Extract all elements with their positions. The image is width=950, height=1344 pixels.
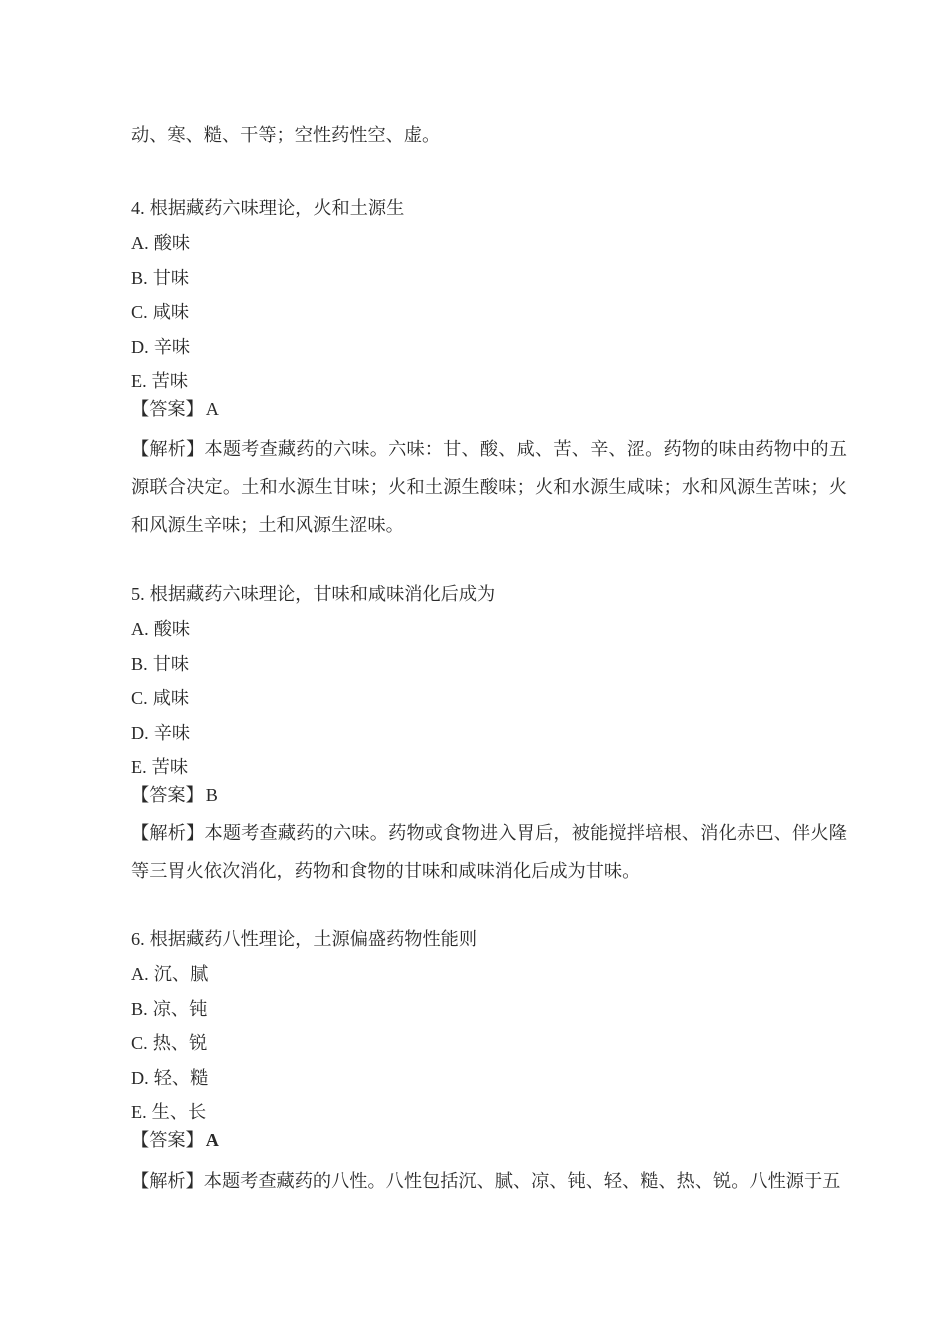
option-text: 凉、钝 (152, 998, 208, 1019)
option-a (131, 612, 847, 647)
question-text: 根据藏药六味理论，甘味和咸味消化后成为 (149, 584, 496, 604)
option-key: C. (131, 1033, 148, 1053)
option-key: C. (131, 302, 148, 322)
option-key: B. (131, 998, 148, 1019)
question-stem (131, 575, 847, 613)
question-number: 6. (131, 929, 145, 949)
option-key: E. (131, 371, 147, 391)
answer-label: 【答案】 (131, 399, 204, 419)
option-b (131, 647, 847, 682)
answer-line (131, 1123, 847, 1158)
intro-continuation-line: 动、寒、糙、干等；空性药性空、虚。 (131, 125, 441, 145)
option-b (131, 992, 847, 1027)
option-text: 辛味 (153, 336, 191, 357)
analysis-text: 本题考查藏药的八性。八性包括沉、腻、凉、钝、轻、糙、热、锐。八性源于五 (203, 1171, 841, 1191)
option-a (131, 226, 847, 261)
option-text: 辛味 (153, 722, 191, 743)
question-number: 5. (131, 584, 145, 604)
option-key: D. (131, 1067, 149, 1088)
analysis-text: 本题考查藏药的六味。药物或食物进入胃后，被能搅拌培根、消化赤巴、伴火隆等三胃火依次消化，药物和食物的甘味和咸味消化后成为甘味。 (131, 823, 847, 881)
question-stem (131, 189, 847, 227)
question-number: 4. (131, 198, 145, 218)
option-text: 酸味 (153, 233, 191, 253)
option-text: 苦味 (151, 371, 189, 391)
answer-value: B (205, 785, 218, 805)
answer-line (131, 778, 847, 813)
answer-value: A (205, 399, 219, 419)
answer-line (131, 392, 847, 427)
analysis-paragraph (131, 1162, 847, 1200)
option-d (131, 1061, 847, 1096)
option-key: B. (131, 267, 148, 288)
analysis-label: 【解析】 (131, 1171, 204, 1191)
option-text: 甘味 (152, 267, 190, 288)
option-key: E. (131, 757, 147, 777)
options-list (131, 957, 847, 1130)
option-a (131, 957, 847, 992)
option-text: 酸味 (153, 619, 191, 639)
option-text: 沉、腻 (153, 964, 209, 984)
question-text: 根据藏药六味理论，火和土源生 (149, 198, 405, 218)
option-key: A. (131, 964, 149, 984)
option-key: D. (131, 336, 149, 357)
option-text: 甘味 (152, 653, 190, 674)
option-text: 生、长 (151, 1102, 207, 1122)
option-key: E. (131, 1102, 147, 1122)
analysis-text: 本题考查藏药的六味。六味：甘、酸、咸、苦、辛、涩。药物的味由药物中的五源联合决定。土和水源生甘味；火和土源生酸味；火和水源生咸味；水和风源生苦味；火和风源生辛味；土和风源生涩味。 (131, 439, 847, 535)
analysis-label: 【解析】 (131, 823, 205, 843)
analysis-paragraph (131, 814, 847, 890)
question-stem (131, 920, 847, 958)
option-key: C. (131, 688, 148, 708)
option-c (131, 295, 847, 330)
option-text: 苦味 (151, 757, 189, 777)
analysis-label: 【解析】 (131, 439, 205, 459)
option-key: B. (131, 653, 148, 674)
answer-label: 【答案】 (131, 785, 204, 805)
option-b (131, 261, 847, 296)
options-list (131, 612, 847, 785)
question-text: 根据藏药八性理论，土源偏盛药物性能则 (149, 929, 478, 949)
option-key: A. (131, 619, 149, 639)
option-key: D. (131, 722, 149, 743)
option-c (131, 681, 847, 716)
options-list (131, 226, 847, 399)
option-text: 咸味 (152, 688, 190, 708)
option-text: 咸味 (152, 302, 190, 322)
option-d (131, 716, 847, 751)
option-text: 轻、糙 (153, 1067, 209, 1088)
option-text: 热、锐 (152, 1033, 208, 1053)
answer-label: 【答案】 (131, 1130, 204, 1150)
option-d (131, 330, 847, 365)
analysis-paragraph (131, 430, 847, 544)
option-key: A. (131, 233, 149, 253)
answer-value: A (205, 1130, 219, 1150)
option-c (131, 1026, 847, 1061)
